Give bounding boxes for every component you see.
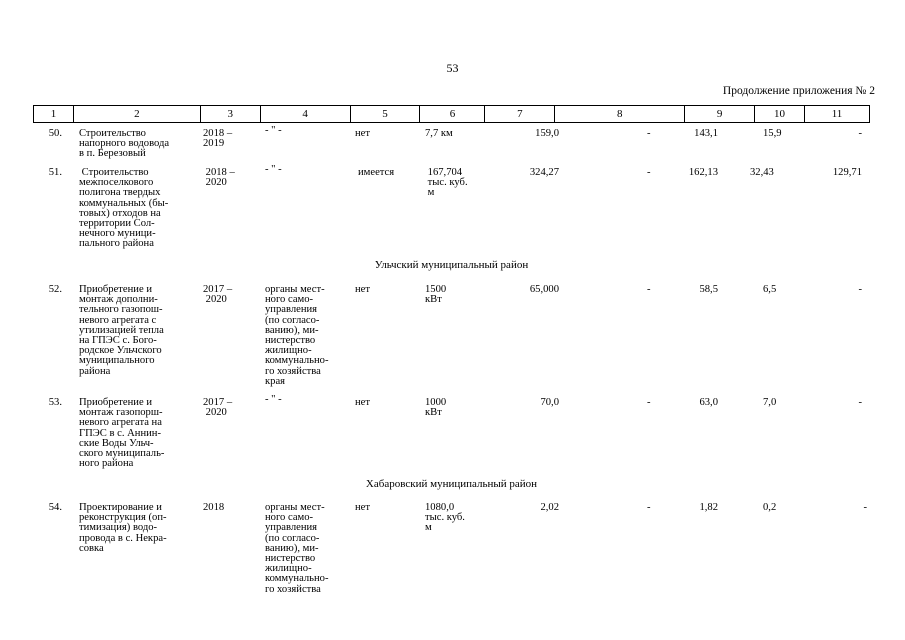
documentation-status: нет	[355, 128, 371, 139]
value-col-10: 7,0	[763, 397, 777, 408]
capacity: 7,7 км	[425, 128, 453, 139]
project-name: Приобретение и монтаж дополни- тельного газопош- невого агрегата с утилизацией тепла на ГПЭС с. Бого- родское Ульчского муниципального района	[79, 284, 164, 377]
value-col-8: -	[647, 502, 651, 513]
executor: органы мест- ного само- управления (по согласо- ванию), ми- нистерство жилищно- коммунально- го хозяйства	[265, 502, 329, 595]
project-years: 2018 – 2020	[205, 167, 235, 189]
column-header-table	[33, 105, 870, 123]
row-number: 54.	[48, 502, 62, 513]
value-col-11: -	[858, 397, 862, 408]
section-heading-ulchsky: Ульчский муниципальный район	[374, 259, 529, 271]
column-header: 1	[34, 106, 74, 123]
column-header: 2	[73, 106, 200, 123]
column-header: 5	[350, 106, 420, 123]
executor: - " -	[265, 394, 282, 405]
value-col-7: 70,0	[540, 397, 559, 408]
documentation-status: нет	[355, 284, 371, 295]
column-header: 7	[485, 106, 555, 123]
capacity: 1080,0 тыс. куб. м	[425, 502, 465, 534]
executor: органы мест- ного само- управления (по согласо- ванию), ми- нистерство жилищно- коммунально- го хозяйства края	[265, 284, 329, 387]
column-header: 10	[755, 106, 805, 123]
continuation-label: Продолжение приложения № 2	[722, 85, 875, 97]
value-col-7: 159,0	[535, 128, 559, 139]
value-col-7: 324,27	[529, 167, 559, 178]
value-col-7: 65,000	[529, 284, 559, 295]
capacity: 167,704 тыс. куб. м	[427, 167, 468, 199]
value-col-8: -	[647, 128, 651, 139]
page-number: 53	[446, 61, 459, 75]
value-col-10: 32,43	[750, 167, 774, 178]
value-col-10: 15,9	[763, 128, 782, 139]
project-years: 2017 – 2020	[203, 284, 233, 306]
row-number: 53.	[48, 397, 62, 408]
column-header: 4	[260, 106, 350, 123]
executor: - " -	[265, 125, 282, 136]
value-col-8: -	[647, 284, 651, 295]
value-col-10: 6,5	[763, 284, 777, 295]
row-number: 50.	[48, 128, 62, 139]
value-col-11: 129,71	[832, 167, 862, 178]
section-heading-khabarovsky: Хабаровский муниципальный район	[365, 478, 538, 490]
value-col-11: -	[858, 284, 862, 295]
project-years: 2017 – 2020	[203, 397, 233, 419]
column-header: 6	[420, 106, 485, 123]
value-col-9: 162,13	[688, 167, 718, 178]
project-years: 2018	[203, 502, 225, 513]
documentation-status: имеется	[358, 167, 395, 178]
project-name: Приобретение и монтаж газопорш- невого агрегата на ГПЭС в с. Аннин- ские Воды Ульч- ского муниципаль- ного района	[79, 397, 165, 470]
capacity: 1500 кВт	[425, 284, 447, 306]
value-col-9: 1,82	[699, 502, 718, 513]
project-years: 2018 – 2019	[203, 128, 233, 150]
value-col-8: -	[647, 167, 651, 178]
column-header-row	[34, 106, 870, 123]
value-col-7: 2,02	[540, 502, 559, 513]
value-col-8: -	[647, 397, 651, 408]
project-name: Строительство межпоселкового полигона твердых коммунальных (бы- товых) отходов на территории Сол- нечного муници- пального района	[79, 167, 169, 250]
documentation-status: нет	[355, 502, 371, 513]
value-col-9: 143,1	[694, 128, 718, 139]
row-number: 52.	[48, 284, 62, 295]
column-header: 11	[804, 106, 869, 123]
value-col-11: -	[863, 502, 867, 513]
row-number: 51.	[48, 167, 62, 178]
column-header: 8	[555, 106, 685, 123]
value-col-11: -	[858, 128, 862, 139]
value-col-9: 63,0	[699, 397, 718, 408]
value-col-10: 0,2	[763, 502, 777, 513]
project-name: Строительство напорного водовода в п. Березовый	[79, 128, 170, 160]
capacity: 1000 кВт	[425, 397, 447, 419]
column-header: 3	[200, 106, 260, 123]
project-name: Проектирование и реконструкция (оп- тимизация) водо- провода в с. Некра- совка	[79, 502, 167, 554]
column-header: 9	[685, 106, 755, 123]
executor: - " -	[265, 164, 282, 175]
documentation-status: нет	[355, 397, 371, 408]
value-col-9: 58,5	[699, 284, 718, 295]
